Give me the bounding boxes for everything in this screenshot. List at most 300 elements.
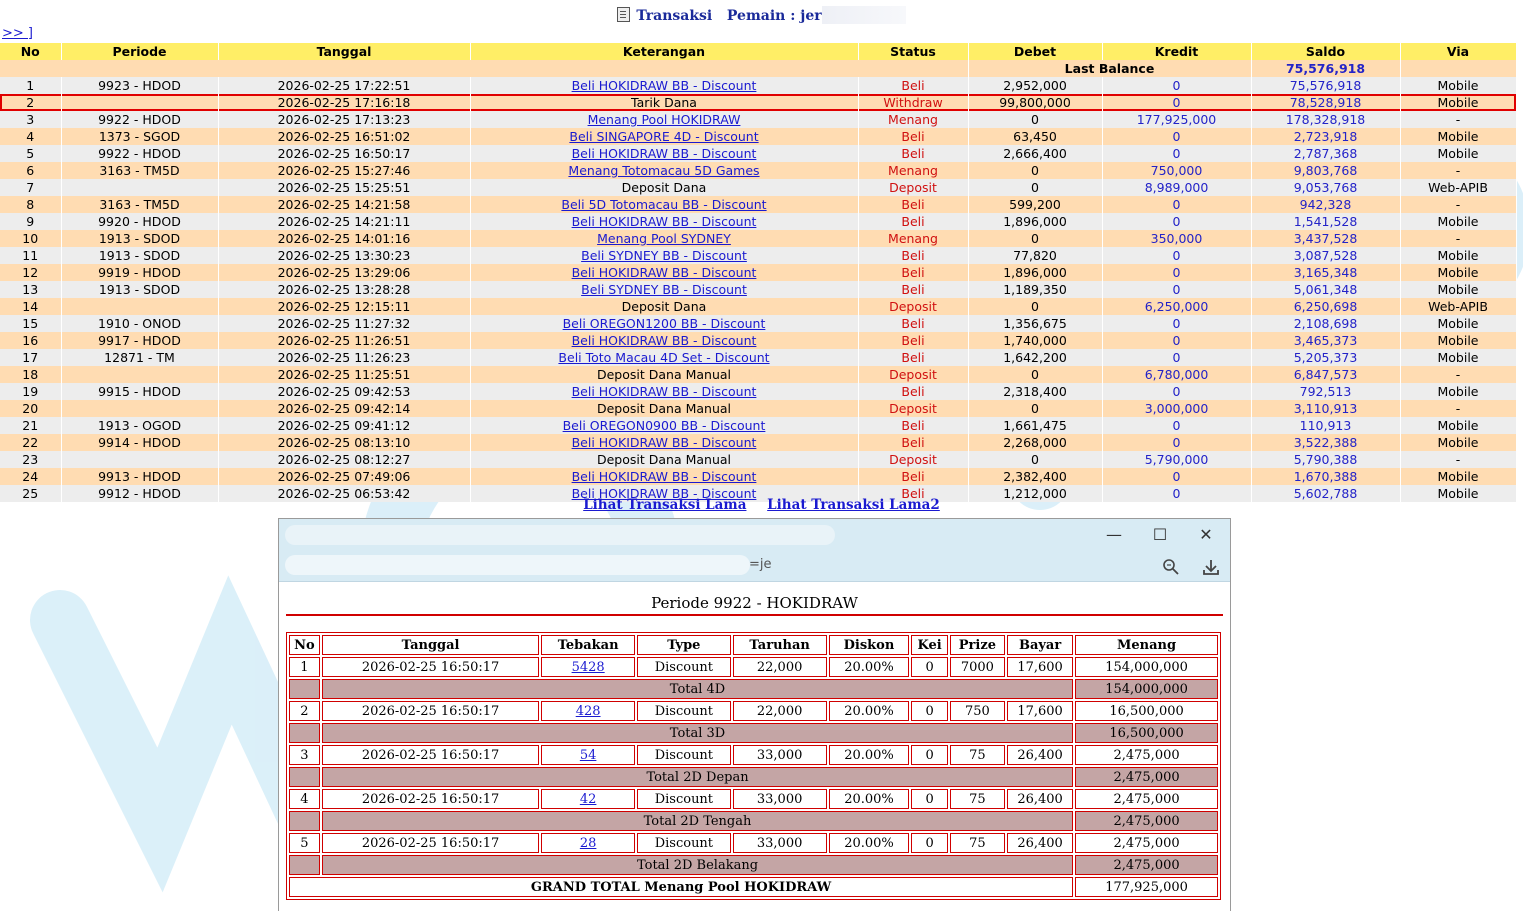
tebakan-link[interactable]: 42 — [579, 791, 597, 807]
cell-via: - — [1400, 400, 1516, 417]
detail-menang: 16,500,000 — [1075, 701, 1218, 721]
detail-tebakan — [541, 745, 635, 765]
description-link[interactable]: Menang Pool HOKIDRAW — [587, 112, 741, 127]
cell-saldo: 6,847,573 — [1251, 366, 1400, 383]
detail-diskon: 20.00% — [829, 701, 910, 721]
detail-bayar: 26,400 — [1007, 833, 1073, 853]
cell-debet: 0 — [968, 111, 1102, 128]
description-link[interactable]: Menang Totomacau 5D Games — [568, 163, 760, 178]
cell-kredit: 0 — [1102, 213, 1251, 230]
old-transactions-link[interactable]: Lihat Transaksi Lama — [583, 497, 747, 513]
description-link[interactable]: Beli HOKIDRAW BB - Discount — [571, 265, 757, 280]
popup-addressbar — [279, 551, 1230, 582]
cell-debet: 77,820 — [968, 247, 1102, 264]
description-link[interactable]: Beli HOKIDRAW BB - Discount — [571, 486, 757, 501]
zoom-icon[interactable] — [1161, 557, 1181, 577]
cell-periode: 1913 - OGOD — [61, 417, 218, 434]
cell-periode: 12871 - TM — [61, 349, 218, 366]
grand-total-row — [289, 877, 1218, 897]
detail-tebakan — [541, 701, 635, 721]
cell-no: 6 — [0, 162, 61, 179]
cell-keterangan: Deposit Dana Manual — [470, 451, 858, 468]
table-row — [0, 298, 1516, 315]
cell-via: Mobile — [1400, 247, 1516, 264]
detail-no: 2 — [289, 701, 320, 721]
cell-saldo: 9,803,768 — [1251, 162, 1400, 179]
cell-periode: 9919 - HDOD — [61, 264, 218, 281]
maximize-icon[interactable]: ☐ — [1152, 525, 1168, 544]
cell-saldo: 178,328,918 — [1251, 111, 1400, 128]
cell-no: 7 — [0, 179, 61, 196]
cell-periode — [61, 94, 218, 111]
cell-no: 3 — [0, 111, 61, 128]
description-link[interactable]: Menang Pool SYDNEY — [597, 231, 731, 246]
table-row — [0, 468, 1516, 485]
cell-status: Beli — [858, 247, 968, 264]
cell-tanggal: 2026-02-25 16:51:02 — [218, 128, 470, 145]
cell-debet: 1,740,000 — [968, 332, 1102, 349]
cell-via: Mobile — [1400, 264, 1516, 281]
cell-no: 12 — [0, 264, 61, 281]
cell-saldo: 5,602,788 — [1251, 485, 1400, 502]
table-row — [0, 366, 1516, 383]
cell-saldo: 3,437,528 — [1251, 230, 1400, 247]
cell-via: Mobile — [1400, 145, 1516, 162]
description-link[interactable]: Beli HOKIDRAW BB - Discount — [571, 384, 757, 399]
table-row — [0, 230, 1516, 247]
cell-saldo: 3,465,373 — [1251, 332, 1400, 349]
cell-saldo: 3,165,348 — [1251, 264, 1400, 281]
tebakan-link[interactable]: 28 — [579, 835, 597, 851]
download-icon[interactable] — [1201, 557, 1221, 577]
total-label: Total 2D Tengah — [322, 811, 1073, 831]
close-icon[interactable]: ✕ — [1199, 525, 1213, 544]
old-transactions-links — [0, 497, 1523, 513]
cell-status: Withdraw — [858, 94, 968, 111]
cell-no: 16 — [0, 332, 61, 349]
cell-debet: 2,952,000 — [968, 77, 1102, 94]
cell-tanggal: 2026-02-25 14:01:16 — [218, 230, 470, 247]
cell-saldo: 75,576,918 — [1251, 77, 1400, 94]
cell-status: Beli — [858, 434, 968, 451]
description-link[interactable]: Beli HOKIDRAW BB - Discount — [571, 333, 757, 348]
cell-tanggal: 2026-02-25 16:50:17 — [218, 145, 470, 162]
cell-debet: 99,800,000 — [968, 94, 1102, 111]
popup-window — [278, 518, 1231, 911]
popup-titlebar — [279, 519, 1230, 551]
cell-status: Beli — [858, 128, 968, 145]
cell-tanggal: 2026-02-25 11:26:51 — [218, 332, 470, 349]
old-transactions-link-2[interactable]: Lihat Transaksi Lama2 — [767, 497, 940, 513]
cell-status: Beli — [858, 383, 968, 400]
cell-no: 24 — [0, 468, 61, 485]
cell-via: Web-APIB — [1400, 298, 1516, 315]
cell-saldo: 110,913 — [1251, 417, 1400, 434]
cell-debet: 1,189,350 — [968, 281, 1102, 298]
cell-tanggal: 2026-02-25 13:28:28 — [218, 281, 470, 298]
cell-kredit: 0 — [1102, 349, 1251, 366]
grand-total-value: 177,925,000 — [1075, 877, 1218, 897]
cell-periode: 9914 - HDOD — [61, 434, 218, 451]
transaction-table — [0, 43, 1517, 502]
cell-keterangan — [470, 434, 858, 451]
cell-via: Mobile — [1400, 434, 1516, 451]
cell-saldo: 78,528,918 — [1251, 94, 1400, 111]
cell-debet: 2,318,400 — [968, 383, 1102, 400]
cell-periode: 1373 - SGOD — [61, 128, 218, 145]
detail-no: 5 — [289, 833, 320, 853]
cell-periode — [61, 298, 218, 315]
cell-periode: 9920 - HDOD — [61, 213, 218, 230]
cell-no: 18 — [0, 366, 61, 383]
detail-taruhan: 22,000 — [733, 701, 827, 721]
detail-header-row — [289, 635, 1218, 655]
cell-status: Beli — [858, 332, 968, 349]
table-row — [0, 77, 1516, 94]
cell-saldo: 6,250,698 — [1251, 298, 1400, 315]
cell-status: Deposit — [858, 179, 968, 196]
cell-kredit: 750,000 — [1102, 162, 1251, 179]
tebakan-link[interactable]: 5428 — [571, 659, 605, 675]
last-balance-row — [0, 60, 1516, 77]
cell-tanggal: 2026-02-25 12:15:11 — [218, 298, 470, 315]
cell-keterangan — [470, 417, 858, 434]
detail-bayar: 26,400 — [1007, 789, 1073, 809]
cell-via: Mobile — [1400, 94, 1516, 111]
cell-via: Mobile — [1400, 315, 1516, 332]
detail-prize: 7000 — [950, 657, 1005, 677]
cell-debet: 2,382,400 — [968, 468, 1102, 485]
description-link[interactable]: Beli HOKIDRAW BB - Discount — [571, 469, 757, 484]
cell-via: Mobile — [1400, 332, 1516, 349]
cell-periode: 9913 - HDOD — [61, 468, 218, 485]
detail-no: 4 — [289, 789, 320, 809]
cell-periode: 1910 - ONOD — [61, 315, 218, 332]
cell-debet: 0 — [968, 179, 1102, 196]
cell-kredit: 0 — [1102, 196, 1251, 213]
dcol-type: Type — [637, 635, 731, 655]
table-row — [0, 94, 1516, 111]
cell-saldo: 1,670,388 — [1251, 468, 1400, 485]
detail-type: Discount — [637, 789, 731, 809]
detail-menang: 2,475,000 — [1075, 833, 1218, 853]
cell-saldo: 5,205,373 — [1251, 349, 1400, 366]
cell-no: 8 — [0, 196, 61, 213]
description-link[interactable]: Beli HOKIDRAW BB - Discount — [571, 435, 757, 450]
detail-bayar: 26,400 — [1007, 745, 1073, 765]
cell-saldo: 2,108,698 — [1251, 315, 1400, 332]
detail-row — [289, 789, 1218, 809]
cell-tanggal: 2026-02-25 07:49:06 — [218, 468, 470, 485]
description-link[interactable]: Beli SYDNEY BB - Discount — [581, 282, 747, 297]
cell-no: 21 — [0, 417, 61, 434]
cell-no: 23 — [0, 451, 61, 468]
detail-menang: 154,000,000 — [1075, 657, 1218, 677]
cell-via: Mobile — [1400, 485, 1516, 502]
dcol-prize: Prize — [950, 635, 1005, 655]
cell-debet: 63,450 — [968, 128, 1102, 145]
cell-saldo: 3,087,528 — [1251, 247, 1400, 264]
cell-tanggal: 2026-02-25 11:25:51 — [218, 366, 470, 383]
detail-bayar: 17,600 — [1007, 657, 1073, 677]
cell-kredit: 0 — [1102, 315, 1251, 332]
tebakan-link[interactable]: 54 — [579, 747, 597, 763]
cell-tanggal: 2026-02-25 11:27:32 — [218, 315, 470, 332]
col-tanggal: Tanggal — [218, 43, 470, 60]
cell-saldo: 5,061,348 — [1251, 281, 1400, 298]
dcol-diskon: Diskon — [829, 635, 910, 655]
col-saldo: Saldo — [1251, 43, 1400, 60]
table-row — [0, 417, 1516, 434]
cell-via: - — [1400, 162, 1516, 179]
cell-keterangan — [470, 468, 858, 485]
detail-tanggal: 2026-02-25 16:50:17 — [322, 657, 539, 677]
detail-tanggal: 2026-02-25 16:50:17 — [322, 745, 539, 765]
cell-via: Mobile — [1400, 281, 1516, 298]
cell-via: Web-APIB — [1400, 179, 1516, 196]
cell-via: - — [1400, 196, 1516, 213]
detail-prize: 75 — [950, 745, 1005, 765]
detail-menang: 2,475,000 — [1075, 745, 1218, 765]
cell-kredit: 0 — [1102, 468, 1251, 485]
cell-via: Mobile — [1400, 349, 1516, 366]
cell-no: 10 — [0, 230, 61, 247]
detail-prize: 750 — [950, 701, 1005, 721]
description-link[interactable]: Beli OREGON1200 BB - Discount — [562, 316, 766, 331]
detail-total-row — [289, 767, 1218, 787]
cell-periode: 9912 - HDOD — [61, 485, 218, 502]
cell-tanggal: 2026-02-25 15:25:51 — [218, 179, 470, 196]
cell-tanggal: 2026-02-25 13:30:23 — [218, 247, 470, 264]
cell-keterangan — [470, 247, 858, 264]
description-link[interactable]: Beli HOKIDRAW BB - Discount — [571, 146, 757, 161]
cell-no: 13 — [0, 281, 61, 298]
detail-row — [289, 701, 1218, 721]
cell-tanggal: 2026-02-25 13:29:06 — [218, 264, 470, 281]
cell-tanggal: 2026-02-25 14:21:58 — [218, 196, 470, 213]
cell-debet: 1,661,475 — [968, 417, 1102, 434]
cell-kredit: 0 — [1102, 434, 1251, 451]
cell-periode: 9917 - HDOD — [61, 332, 218, 349]
col-debet: Debet — [968, 43, 1102, 60]
cell-tanggal: 2026-02-25 09:42:14 — [218, 400, 470, 417]
table-row — [0, 349, 1516, 366]
cell-debet: 2,666,400 — [968, 145, 1102, 162]
detail-taruhan: 33,000 — [733, 745, 827, 765]
minimize-icon[interactable]: — — [1106, 525, 1122, 544]
cell-via: - — [1400, 230, 1516, 247]
cell-status: Beli — [858, 468, 968, 485]
cell-keterangan — [470, 315, 858, 332]
redacted-name — [822, 6, 906, 24]
cell-kredit: 3,000,000 — [1102, 400, 1251, 417]
cell-debet: 0 — [968, 451, 1102, 468]
address-input[interactable] — [285, 555, 750, 575]
cell-keterangan: Deposit Dana — [470, 179, 858, 196]
cell-saldo: 942,328 — [1251, 196, 1400, 213]
dcol-taruhan: Taruhan — [733, 635, 827, 655]
detail-diskon: 20.00% — [829, 745, 910, 765]
cell-periode: 3163 - TM5D — [61, 162, 218, 179]
cell-no: 19 — [0, 383, 61, 400]
cell-tanggal: 2026-02-25 08:12:27 — [218, 451, 470, 468]
popup-tab[interactable] — [285, 525, 835, 545]
cell-status: Beli — [858, 145, 968, 162]
total-value: 16,500,000 — [1075, 723, 1218, 743]
cell-no: 4 — [0, 128, 61, 145]
table-row — [0, 434, 1516, 451]
cell-tanggal: 2026-02-25 06:53:42 — [218, 485, 470, 502]
cell-keterangan — [470, 128, 858, 145]
popup-title: Periode 9922 - HOKIDRAW — [286, 594, 1223, 616]
col-kredit: Kredit — [1102, 43, 1251, 60]
cell-kredit: 0 — [1102, 264, 1251, 281]
table-row — [0, 264, 1516, 281]
dcol-no: No — [289, 635, 320, 655]
cell-debet: 1,356,675 — [968, 315, 1102, 332]
table-row — [0, 400, 1516, 417]
detail-taruhan: 33,000 — [733, 789, 827, 809]
cell-no: 5 — [0, 145, 61, 162]
detail-taruhan: 33,000 — [733, 833, 827, 853]
cell-keterangan — [470, 111, 858, 128]
cell-via: Mobile — [1400, 468, 1516, 485]
cell-debet: 1,896,000 — [968, 264, 1102, 281]
cell-keterangan: Tarik Dana — [470, 94, 858, 111]
description-link[interactable]: Beli 5D Totomacau BB - Discount — [561, 197, 767, 212]
nav-next-link[interactable]: >> ] — [2, 26, 33, 41]
cell-periode: 9915 - HDOD — [61, 383, 218, 400]
total-label: Total 4D — [322, 679, 1073, 699]
description-link[interactable]: Beli SINGAPORE 4D - Discount — [569, 129, 759, 144]
table-row — [0, 179, 1516, 196]
cell-debet: 1,896,000 — [968, 213, 1102, 230]
last-balance-label: Last Balance — [968, 60, 1251, 77]
dcol-kei: Kei — [911, 635, 947, 655]
detail-total-row — [289, 811, 1218, 831]
cell-debet: 0 — [968, 400, 1102, 417]
cell-status: Menang — [858, 111, 968, 128]
detail-row — [289, 657, 1218, 677]
detail-type: Discount — [637, 657, 731, 677]
cell-tanggal: 2026-02-25 14:21:11 — [218, 213, 470, 230]
detail-kei: 0 — [911, 833, 947, 853]
cell-keterangan: Deposit Dana Manual — [470, 366, 858, 383]
col-keterangan: Keterangan — [470, 43, 858, 60]
cell-saldo: 2,787,368 — [1251, 145, 1400, 162]
dcol-tebakan: Tebakan — [541, 635, 635, 655]
detail-no: 3 — [289, 745, 320, 765]
cell-status: Deposit — [858, 400, 968, 417]
dcol-menang: Menang — [1075, 635, 1218, 655]
cell-keterangan — [470, 77, 858, 94]
description-link[interactable]: Beli OREGON0900 BB - Discount — [562, 418, 766, 433]
detail-tebakan — [541, 833, 635, 853]
cell-keterangan — [470, 281, 858, 298]
detail-type: Discount — [637, 701, 731, 721]
total-label: Total 2D Belakang — [322, 855, 1073, 875]
detail-taruhan: 22,000 — [733, 657, 827, 677]
cell-saldo: 1,541,528 — [1251, 213, 1400, 230]
detail-tanggal: 2026-02-25 16:50:17 — [322, 701, 539, 721]
cell-saldo: 2,723,918 — [1251, 128, 1400, 145]
description-link[interactable]: Beli HOKIDRAW BB - Discount — [571, 78, 757, 93]
table-row — [0, 213, 1516, 230]
cell-no: 17 — [0, 349, 61, 366]
cell-kredit: 0 — [1102, 383, 1251, 400]
cell-debet: 599,200 — [968, 196, 1102, 213]
detail-tebakan — [541, 657, 635, 677]
cell-kredit: 0 — [1102, 281, 1251, 298]
cell-debet: 0 — [968, 162, 1102, 179]
cell-no: 14 — [0, 298, 61, 315]
tebakan-link[interactable]: 428 — [575, 703, 601, 719]
detail-menang: 2,475,000 — [1075, 789, 1218, 809]
cell-debet: 1,642,200 — [968, 349, 1102, 366]
table-header-row — [0, 43, 1516, 60]
cell-keterangan — [470, 349, 858, 366]
cell-status: Beli — [858, 196, 968, 213]
detail-bayar: 17,600 — [1007, 701, 1073, 721]
detail-kei: 0 — [911, 745, 947, 765]
cell-keterangan — [470, 383, 858, 400]
total-label: Total 2D Depan — [322, 767, 1073, 787]
grand-total-label: GRAND TOTAL Menang Pool HOKIDRAW — [289, 877, 1073, 897]
description-link[interactable]: Beli HOKIDRAW BB - Discount — [571, 214, 757, 229]
cell-status: Beli — [858, 77, 968, 94]
cell-no: 22 — [0, 434, 61, 451]
address-text: =je — [749, 557, 772, 572]
cell-kredit: 0 — [1102, 145, 1251, 162]
description-link[interactable]: Beli SYDNEY BB - Discount — [581, 248, 747, 263]
cell-saldo: 3,522,388 — [1251, 434, 1400, 451]
detail-no: 1 — [289, 657, 320, 677]
cell-periode: 9922 - HDOD — [61, 145, 218, 162]
cell-saldo: 9,053,768 — [1251, 179, 1400, 196]
total-value: 2,475,000 — [1075, 767, 1218, 787]
col-periode: Periode — [61, 43, 218, 60]
detail-diskon: 20.00% — [829, 657, 910, 677]
cell-no: 15 — [0, 315, 61, 332]
cell-kredit: 6,780,000 — [1102, 366, 1251, 383]
col-via: Via — [1400, 43, 1516, 60]
cell-via: Mobile — [1400, 383, 1516, 400]
cell-tanggal: 2026-02-25 08:13:10 — [218, 434, 470, 451]
cell-no: 9 — [0, 213, 61, 230]
cell-kredit: 177,925,000 — [1102, 111, 1251, 128]
description-link[interactable]: Beli Toto Macau 4D Set - Discount — [558, 350, 770, 365]
cell-periode — [61, 179, 218, 196]
cell-keterangan — [470, 264, 858, 281]
cell-kredit: 0 — [1102, 332, 1251, 349]
cell-keterangan — [470, 332, 858, 349]
cell-debet: 0 — [968, 366, 1102, 383]
cell-tanggal: 2026-02-25 15:27:46 — [218, 162, 470, 179]
detail-type: Discount — [637, 833, 731, 853]
table-row — [0, 281, 1516, 298]
detail-total-row — [289, 723, 1218, 743]
table-row — [0, 145, 1516, 162]
cell-kredit: 8,989,000 — [1102, 179, 1251, 196]
detail-total-row — [289, 855, 1218, 875]
detail-tanggal: 2026-02-25 16:50:17 — [322, 789, 539, 809]
detail-row — [289, 833, 1218, 853]
document-icon — [617, 7, 630, 22]
cell-status: Deposit — [858, 366, 968, 383]
player-label: Pemain : jer — [726, 8, 822, 24]
cell-keterangan — [470, 162, 858, 179]
cell-kredit: 0 — [1102, 485, 1251, 502]
